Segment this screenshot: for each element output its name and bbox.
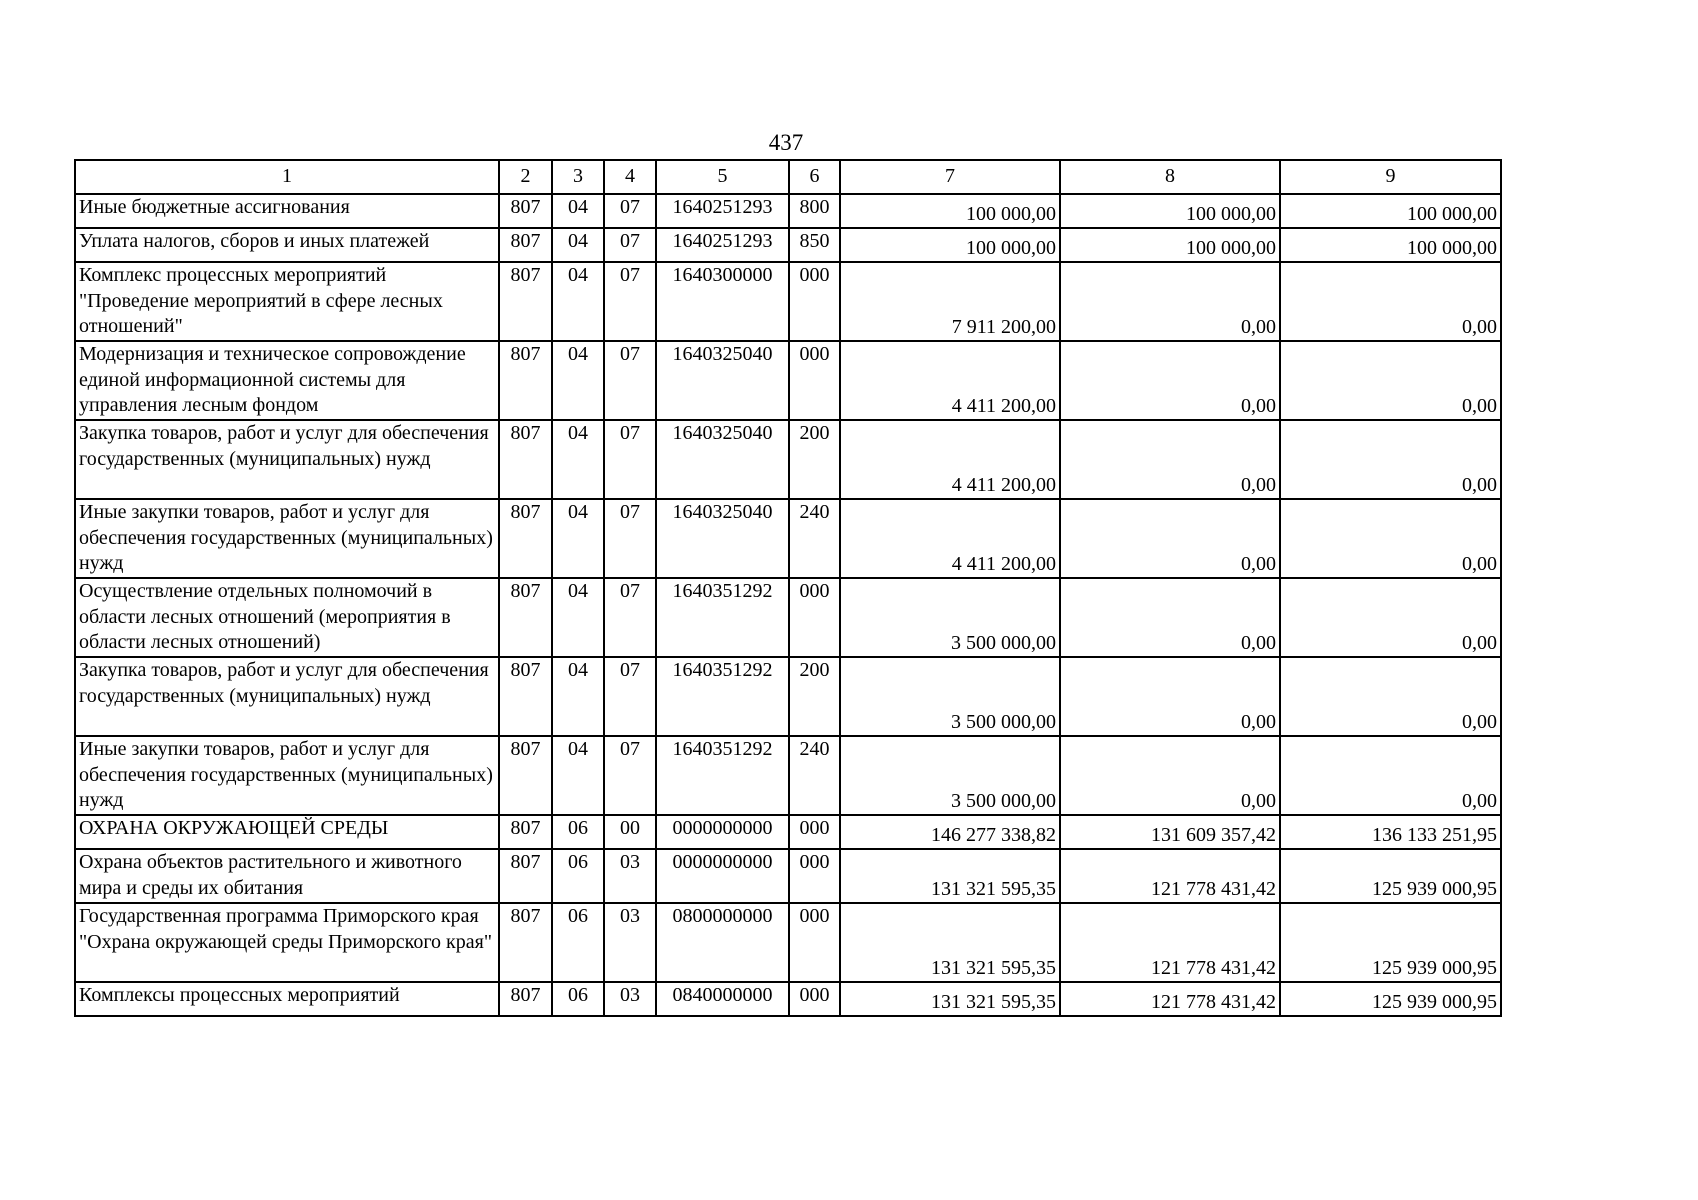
- table-row: [75, 982, 1501, 1016]
- expense-type-cell: 000: [789, 903, 840, 982]
- target-code-cell: 1640251293: [656, 228, 789, 262]
- code-cell: 807: [499, 815, 552, 849]
- row-name-cell: Иные закупки товаров, работ и услуг для обеспечения государственных (муниципальных) нужд: [75, 736, 499, 815]
- header-row: [75, 160, 1501, 194]
- target-code-cell: 1640351292: [656, 657, 789, 736]
- expense-type-cell: 000: [789, 578, 840, 657]
- header-cell: 6: [789, 160, 840, 194]
- page-number: 437: [768, 130, 804, 155]
- subsection-cell: 07: [604, 578, 656, 657]
- target-code-cell: 1640351292: [656, 578, 789, 657]
- table-row: [75, 903, 1501, 982]
- row-name-cell: Закупка товаров, работ и услуг для обеспечения государственных (муниципальных) нужд: [75, 657, 499, 736]
- subsection-cell: 07: [604, 420, 656, 499]
- row-name-cell: Осуществление отдельных полномочий в области лесных отношений (мероприятия в области лесных отношений): [75, 578, 499, 657]
- header-cell: 2: [499, 160, 552, 194]
- section-cell: 04: [552, 228, 604, 262]
- amount-cell: 4 411 200,00: [840, 420, 1060, 499]
- section-cell: 04: [552, 341, 604, 420]
- amount-cell: 131 321 595,35: [840, 903, 1060, 982]
- amount-cell: 3 500 000,00: [840, 657, 1060, 736]
- subsection-cell: 07: [604, 736, 656, 815]
- amount-cell: 131 609 357,42: [1060, 815, 1280, 849]
- amount-cell: 0,00: [1060, 578, 1280, 657]
- amount-cell: 0,00: [1060, 499, 1280, 578]
- target-code-cell: 1640300000: [656, 262, 789, 341]
- amount-cell: 0,00: [1280, 736, 1501, 815]
- section-cell: 04: [552, 736, 604, 815]
- expense-type-cell: 000: [789, 849, 840, 903]
- header-cell: 5: [656, 160, 789, 194]
- amount-cell: 0,00: [1280, 262, 1501, 341]
- target-code-cell: 1640351292: [656, 736, 789, 815]
- expense-type-cell: 800: [789, 194, 840, 228]
- subsection-cell: 07: [604, 657, 656, 736]
- header-cell: 7: [840, 160, 1060, 194]
- section-cell: 04: [552, 657, 604, 736]
- table-row: [75, 341, 1501, 420]
- amount-cell: 100 000,00: [840, 228, 1060, 262]
- subsection-cell: 07: [604, 194, 656, 228]
- amount-cell: 0,00: [1280, 420, 1501, 499]
- section-cell: 06: [552, 982, 604, 1016]
- section-cell: 04: [552, 420, 604, 499]
- expense-type-cell: 200: [789, 657, 840, 736]
- code-cell: 807: [499, 657, 552, 736]
- section-cell: 04: [552, 578, 604, 657]
- expense-type-cell: 240: [789, 499, 840, 578]
- target-code-cell: 0800000000: [656, 903, 789, 982]
- table-row: [75, 228, 1501, 262]
- section-cell: 06: [552, 849, 604, 903]
- expense-type-cell: 000: [789, 262, 840, 341]
- row-name-cell: Комплексы процессных мероприятий: [75, 982, 499, 1016]
- code-cell: 807: [499, 903, 552, 982]
- table-row: [75, 499, 1501, 578]
- amount-cell: 0,00: [1060, 341, 1280, 420]
- expense-type-cell: 000: [789, 815, 840, 849]
- target-code-cell: 1640325040: [656, 420, 789, 499]
- budget-table: [74, 159, 1502, 1017]
- subsection-cell: 03: [604, 903, 656, 982]
- amount-cell: 0,00: [1280, 341, 1501, 420]
- table-row: [75, 262, 1501, 341]
- amount-cell: 131 321 595,35: [840, 849, 1060, 903]
- amount-cell: 7 911 200,00: [840, 262, 1060, 341]
- row-name-cell: ОХРАНА ОКРУЖАЮЩЕЙ СРЕДЫ: [75, 815, 499, 849]
- amount-cell: 146 277 338,82: [840, 815, 1060, 849]
- amount-cell: 0,00: [1280, 578, 1501, 657]
- code-cell: 807: [499, 341, 552, 420]
- table-row: [75, 657, 1501, 736]
- amount-cell: 3 500 000,00: [840, 578, 1060, 657]
- target-code-cell: 1640251293: [656, 194, 789, 228]
- subsection-cell: 00: [604, 815, 656, 849]
- subsection-cell: 07: [604, 262, 656, 341]
- amount-cell: 0,00: [1060, 420, 1280, 499]
- header-cell: 1: [75, 160, 499, 194]
- amount-cell: 100 000,00: [1280, 194, 1501, 228]
- code-cell: 807: [499, 194, 552, 228]
- target-code-cell: 1640325040: [656, 499, 789, 578]
- header-cell: 9: [1280, 160, 1501, 194]
- code-cell: 807: [499, 578, 552, 657]
- header-cell: 4: [604, 160, 656, 194]
- section-cell: 06: [552, 815, 604, 849]
- amount-cell: 125 939 000,95: [1280, 849, 1501, 903]
- amount-cell: 4 411 200,00: [840, 341, 1060, 420]
- table-row: [75, 815, 1501, 849]
- row-name-cell: Модернизация и техническое сопровождение единой информационной системы для управления лесным фондом: [75, 341, 499, 420]
- section-cell: 04: [552, 194, 604, 228]
- subsection-cell: 07: [604, 499, 656, 578]
- table-row: [75, 578, 1501, 657]
- row-name-cell: Закупка товаров, работ и услуг для обеспечения государственных (муниципальных) нужд: [75, 420, 499, 499]
- target-code-cell: 1640325040: [656, 341, 789, 420]
- amount-cell: 125 939 000,95: [1280, 903, 1501, 982]
- amount-cell: 0,00: [1060, 262, 1280, 341]
- expense-type-cell: 200: [789, 420, 840, 499]
- subsection-cell: 07: [604, 341, 656, 420]
- row-name-cell: Иные бюджетные ассигнования: [75, 194, 499, 228]
- expense-type-cell: 850: [789, 228, 840, 262]
- amount-cell: 100 000,00: [840, 194, 1060, 228]
- amount-cell: 100 000,00: [1060, 228, 1280, 262]
- table-row: [75, 736, 1501, 815]
- table-row: [75, 420, 1501, 499]
- amount-cell: 131 321 595,35: [840, 982, 1060, 1016]
- subsection-cell: 07: [604, 228, 656, 262]
- target-code-cell: 0840000000: [656, 982, 789, 1016]
- code-cell: 807: [499, 736, 552, 815]
- section-cell: 04: [552, 262, 604, 341]
- amount-cell: 3 500 000,00: [840, 736, 1060, 815]
- row-name-cell: Иные закупки товаров, работ и услуг для обеспечения государственных (муниципальных) нужд: [75, 499, 499, 578]
- amount-cell: 4 411 200,00: [840, 499, 1060, 578]
- code-cell: 807: [499, 262, 552, 341]
- code-cell: 807: [499, 499, 552, 578]
- table-row: [75, 194, 1501, 228]
- amount-cell: 125 939 000,95: [1280, 982, 1501, 1016]
- amount-cell: 121 778 431,42: [1060, 849, 1280, 903]
- row-name-cell: Уплата налогов, сборов и иных платежей: [75, 228, 499, 262]
- amount-cell: 100 000,00: [1060, 194, 1280, 228]
- amount-cell: 0,00: [1060, 657, 1280, 736]
- amount-cell: 100 000,00: [1280, 228, 1501, 262]
- expense-type-cell: 240: [789, 736, 840, 815]
- row-name-cell: Комплекс процессных мероприятий "Проведение мероприятий в сфере лесных отношений": [75, 262, 499, 341]
- amount-cell: 0,00: [1280, 499, 1501, 578]
- row-name-cell: Государственная программа Приморского края "Охрана окружающей среды Приморского края": [75, 903, 499, 982]
- target-code-cell: 0000000000: [656, 849, 789, 903]
- code-cell: 807: [499, 849, 552, 903]
- amount-cell: 136 133 251,95: [1280, 815, 1501, 849]
- expense-type-cell: 000: [789, 982, 840, 1016]
- header-cell: 8: [1060, 160, 1280, 194]
- subsection-cell: 03: [604, 982, 656, 1016]
- section-cell: 06: [552, 903, 604, 982]
- header-cell: 3: [552, 160, 604, 194]
- target-code-cell: 0000000000: [656, 815, 789, 849]
- code-cell: 807: [499, 420, 552, 499]
- subsection-cell: 03: [604, 849, 656, 903]
- amount-cell: 0,00: [1060, 736, 1280, 815]
- section-cell: 04: [552, 499, 604, 578]
- amount-cell: 121 778 431,42: [1060, 982, 1280, 1016]
- table-row: [75, 849, 1501, 903]
- row-name-cell: Охрана объектов растительного и животного мира и среды их обитания: [75, 849, 499, 903]
- amount-cell: 0,00: [1280, 657, 1501, 736]
- code-cell: 807: [499, 228, 552, 262]
- table-body: [75, 160, 1501, 1016]
- code-cell: 807: [499, 982, 552, 1016]
- amount-cell: 121 778 431,42: [1060, 903, 1280, 982]
- expense-type-cell: 000: [789, 341, 840, 420]
